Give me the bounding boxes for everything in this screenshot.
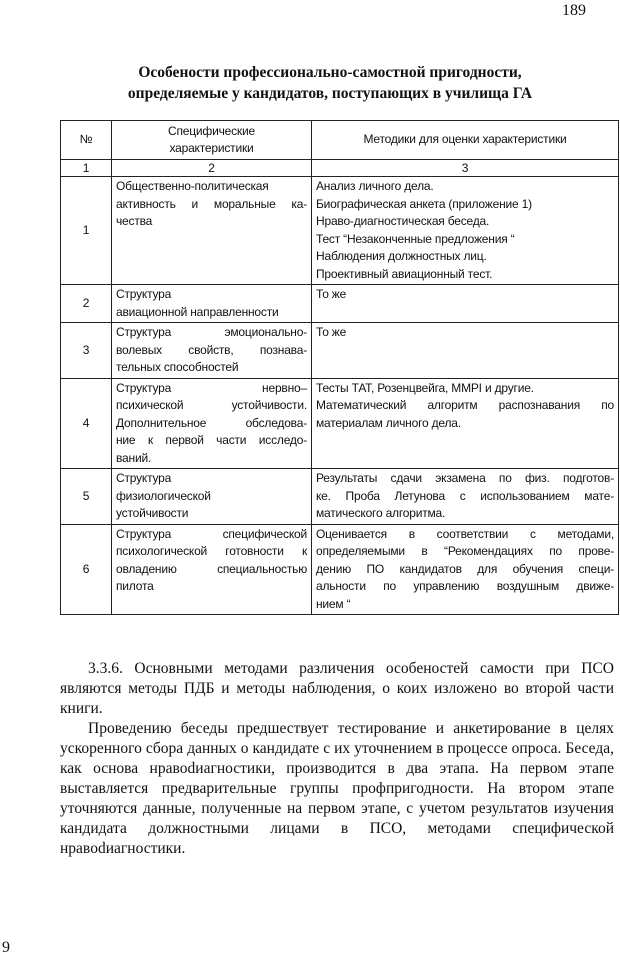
methods-cell: [312, 524, 619, 615]
characteristic-cell: [112, 323, 312, 379]
methods-line: То же: [316, 325, 347, 339]
row-number: 3: [61, 323, 112, 379]
characteristic-cell: [112, 469, 312, 525]
methods-line: материалам личного дела.: [316, 415, 461, 430]
table-row: [61, 177, 619, 285]
characteristic-line: Структура нервно–: [116, 380, 307, 395]
table-row: [61, 285, 619, 323]
characteristic-line: авиационной направленности: [116, 304, 279, 319]
methods-line: Математический алгоритм распознавания по: [316, 398, 614, 412]
methods-line: Наблюдения должностных лиц.: [316, 249, 487, 263]
methods-cell: [312, 378, 619, 469]
characteristic-line: устойчивости: [116, 506, 189, 520]
table-title: [70, 62, 590, 104]
characteristic-line: психической устойчивости.: [116, 398, 307, 412]
methods-line: Биографическая анкета (приложение 1): [316, 196, 532, 211]
methods-line: Нраво-диагностическая беседа.: [316, 214, 490, 228]
characteristics-table: [60, 120, 619, 615]
characteristic-line: тельных способностей: [116, 360, 239, 374]
characteristic-line: активность и моральные ка-: [116, 196, 307, 211]
characteristic-line: Структура специфической: [116, 526, 307, 541]
methods-line: Тесты ТАТ, Розенцвейга, MMPI и другие.: [316, 380, 534, 395]
characteristic-cell: [112, 177, 312, 285]
header-characteristic-line-2: характеристики: [169, 141, 254, 155]
row-number: 5: [61, 469, 112, 525]
characteristic-line: Структура эмоционально-: [116, 325, 307, 339]
methods-line: матического алгоритма.: [316, 506, 446, 520]
characteristic-line: волевых свойств, познава-: [116, 342, 307, 357]
row-number: 4: [61, 378, 112, 469]
index-cell: 3: [312, 160, 619, 177]
header-methods: Методики для оценки характеристики: [312, 121, 619, 160]
methods-line: То же: [316, 287, 347, 301]
methods-line: Тест “Незаконченные предложения “: [316, 231, 515, 246]
index-cell: 1: [61, 160, 112, 177]
methods-cell: [312, 469, 619, 525]
methods-line: дению ПО кандидатов для обучения специ-: [316, 561, 614, 576]
characteristic-line: Структура: [116, 471, 172, 485]
methods-line: Оценивается в соответствии с методами,: [316, 526, 614, 541]
table-row: [61, 524, 619, 615]
table-row: [61, 323, 619, 379]
row-number: 1: [61, 177, 112, 285]
methods-line: Результаты сдачи экзамена по физ. подготов-: [316, 471, 614, 485]
methods-cell: [312, 323, 619, 379]
corner-number: 9: [2, 939, 10, 956]
table-header-row: [61, 121, 619, 160]
body-text: [60, 659, 614, 859]
paragraph: 3.3.6. Основными методами различения особеностей самости при ПСО являются методы ПДБ и методы наблюдения, о коих изложено во второй части книги.: [60, 660, 614, 717]
methods-line: Проективный авиационный тест.: [316, 266, 493, 281]
paragraph: Проведению беседы предшествует тестирование и анкетирование в целях ускоренного сбора данных о кандидате с их уточнением в процессе опроса. Беседа, как основа нравodиагностики, производится в два этапа. На первом этапе выставляется предварительные группы профпригодности. На втором этапе уточняются данные, полученные на первом этапе, с учетом результатов изучения кандидата должностными лицами в ПСО, методами специфической нравodиагностики.: [60, 720, 614, 857]
characteristic-line: чества: [116, 214, 153, 228]
index-row: [61, 160, 619, 177]
row-number: 2: [61, 285, 112, 323]
methods-line: Анализ личного дела.: [316, 179, 434, 193]
characteristic-line: Дополнительное обследова-: [116, 415, 307, 430]
characteristic-line: пилота: [116, 579, 154, 593]
header-num: №: [61, 121, 112, 160]
methods-line: нием “: [316, 596, 351, 611]
methods-line: альности по управлению воздушным движе-: [316, 579, 614, 593]
table-row: [61, 469, 619, 525]
methods-line: ке. Проба Летунова с использованием мате-: [316, 488, 614, 503]
methods-line: определяемыми в “Рекомендациях по прове-: [316, 544, 614, 558]
title-line-1: Особености профессионально-самостной пригодности,: [138, 64, 522, 81]
characteristic-line: ваний.: [116, 450, 152, 465]
header-characteristic: [112, 121, 312, 160]
characteristic-line: психологической готовности к: [116, 544, 307, 558]
methods-cell: [312, 285, 619, 323]
characteristic-line: Общественно-политическая: [116, 179, 269, 193]
characteristic-cell: [112, 285, 312, 323]
characteristic-line: Структура: [116, 287, 172, 301]
characteristic-line: ние к первой части исследо-: [116, 433, 307, 447]
title-line-2: определяемые у кандидатов, поступающих в училища ГА: [127, 85, 533, 102]
page-number: 189: [562, 2, 586, 19]
characteristic-cell: [112, 524, 312, 615]
table-row: [61, 378, 619, 469]
characteristic-line: физиологической: [116, 488, 211, 503]
characteristic-line: овладению специальностью: [116, 561, 307, 576]
index-cell: 2: [112, 160, 312, 177]
methods-cell: [312, 177, 619, 285]
row-number: 6: [61, 524, 112, 615]
header-characteristic-line-1: Специфические: [168, 123, 255, 138]
characteristic-cell: [112, 378, 312, 469]
